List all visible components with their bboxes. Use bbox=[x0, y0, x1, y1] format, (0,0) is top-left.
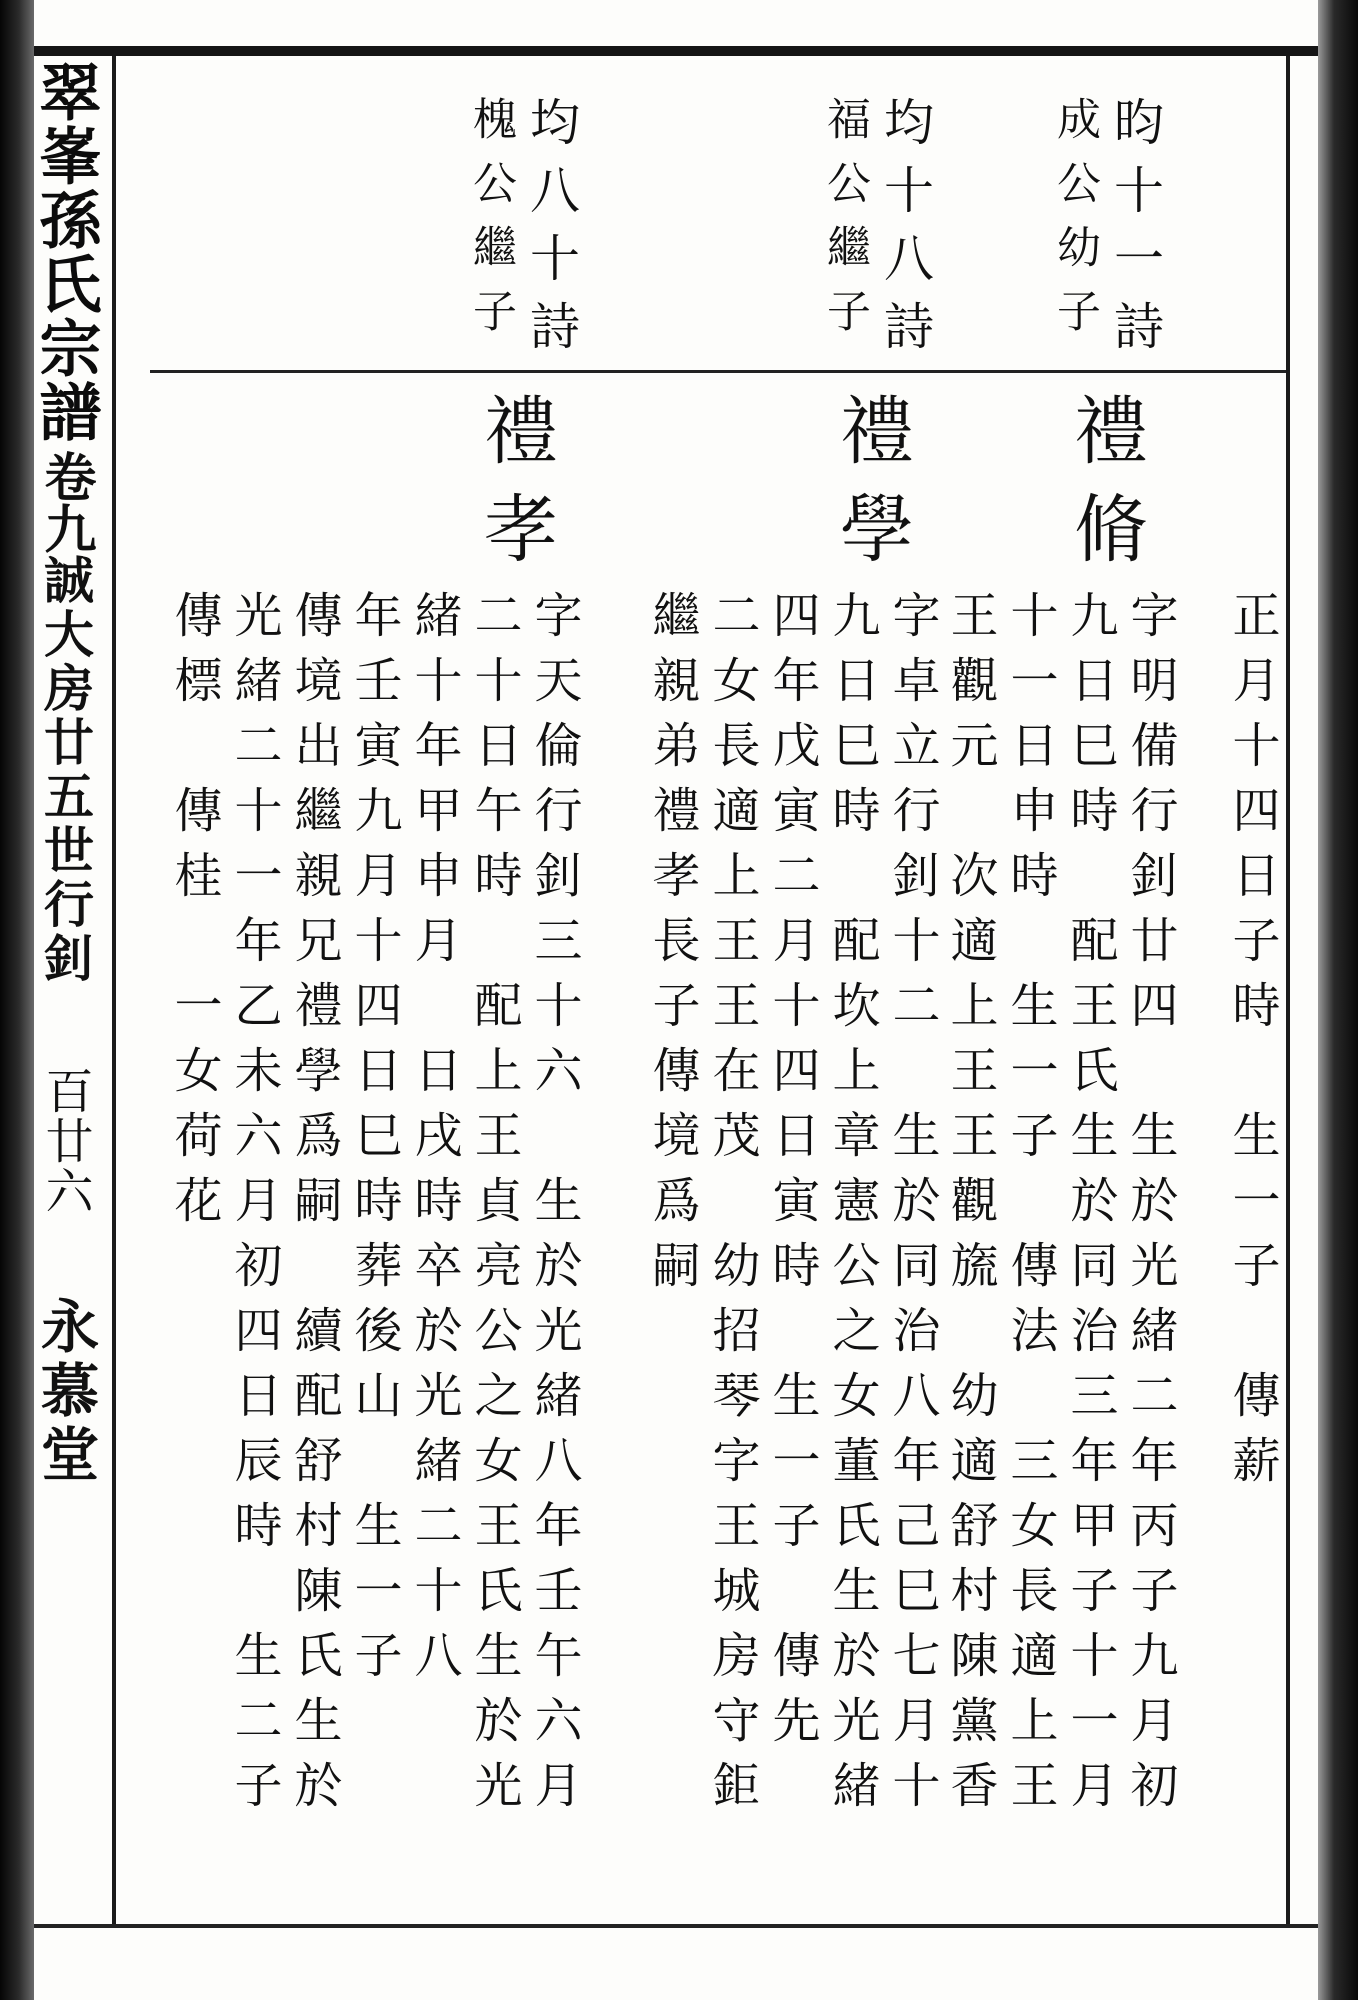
entry-line: 年壬寅九月十四日巳時葬後山 生一子 bbox=[346, 590, 402, 1695]
entry-line: 九日巳時 配坎上章憲公之女董氏生於光緒 bbox=[824, 590, 880, 1825]
continuation-line: 正月十四日子時 生一子 傳薪 bbox=[1224, 590, 1280, 1500]
entry-line: 四年戊寅二月十四日寅時 生一子 傳先 bbox=[764, 590, 820, 1760]
entry-line: 緒十年甲申月 日戌時卒於光緒二十八 bbox=[406, 590, 462, 1695]
upper-col-2: 成公幼子 bbox=[1049, 96, 1100, 352]
upper-col-3: 均十八詩 bbox=[876, 96, 934, 368]
entry-line: 十一日申時 生一子 傳法 三女長適上王 bbox=[1002, 590, 1058, 1825]
entry-name-lixue: 禮學 bbox=[828, 392, 914, 588]
hall-name: 永慕堂 bbox=[31, 1296, 99, 1488]
frame-bottom-rule bbox=[34, 1924, 1318, 1928]
upper-col-1: 昀十一詩 bbox=[1106, 96, 1164, 368]
entry-line: 字天倫行釗三十六 生於光緒八年壬午六月 bbox=[526, 590, 582, 1825]
entry-line: 傳境出繼親兄禮學爲嗣 續配舒村陳氏生於 bbox=[286, 590, 342, 1825]
entry-line: 傳標 傳桂 一女荷花 bbox=[166, 590, 222, 1240]
entry-line: 二女長適上王王在茂 幼招琴字王城房守鉅 bbox=[704, 590, 760, 1825]
entry-name-lixiu: 禮脩 bbox=[1062, 392, 1148, 588]
book-title: 翠峯孫氏宗譜 bbox=[29, 60, 102, 444]
entry-line: 王觀元 次適上王王觀旒 幼適舒村陳黨香 bbox=[942, 590, 998, 1825]
upper-col-4: 福公繼子 bbox=[819, 96, 870, 352]
frame-right-rule bbox=[1286, 56, 1290, 1926]
branch-label: 誠大房廿五世行釗 bbox=[36, 554, 94, 986]
register-divider-rule bbox=[150, 370, 1286, 373]
entry-line: 字明備行釗廿四 生於光緒二年丙子九月初 bbox=[1122, 590, 1178, 1825]
entry-line: 九日巳時 配王氏生於同治三年甲子十一月 bbox=[1062, 590, 1118, 1825]
upper-col-6: 槐公繼子 bbox=[465, 96, 516, 352]
entry-name-lixiao: 禮孝 bbox=[472, 392, 558, 588]
frame-top-rule bbox=[34, 46, 1318, 56]
frame-left-rule bbox=[112, 56, 116, 1926]
fold-margin bbox=[29, 60, 110, 1922]
scan-edge-right bbox=[1318, 0, 1358, 2000]
entry-line: 繼親弟禮孝長子傳境爲嗣 bbox=[644, 590, 700, 1305]
entry-line: 二十日午時 配上王貞亮公之女王氏生於光 bbox=[466, 590, 522, 1825]
page-number: 百廿六 bbox=[37, 1066, 93, 1216]
volume-label: 卷九 bbox=[35, 450, 95, 554]
upper-col-5: 均八十詩 bbox=[522, 96, 580, 368]
entry-line: 光緒二十一年乙未六月初四日辰時 生二子 bbox=[226, 590, 282, 1825]
entry-line: 字卓立行釗十二 生於同治八年己巳七月十 bbox=[884, 590, 940, 1825]
